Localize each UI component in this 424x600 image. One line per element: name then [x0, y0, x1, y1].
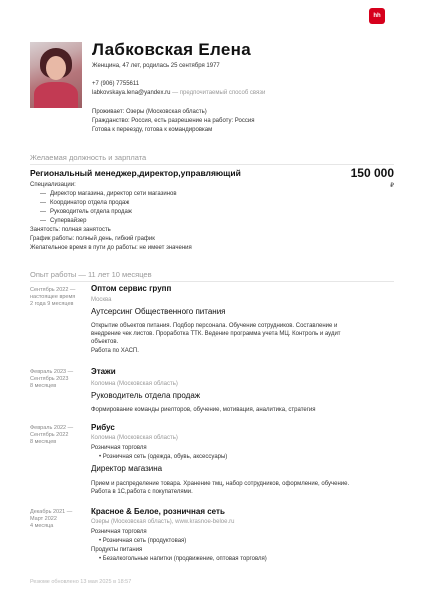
email-link[interactable]: labkovskaya.lena@yandex.ru — [92, 90, 171, 96]
specialization-item: — Руководитель отдела продаж — [40, 209, 132, 215]
job-description: Открытие объектов питания. Подбор персонала. Обучение сотрудников. Составление и внедрение чек листов. Проработка ТТК. Ведение программа учета МЦ. Контроль и аудит объектов. Работа по ХАСП. — [91, 323, 341, 354]
candidate-meta: Женщина, 47 лет, родилась 25 сентября 1977 — [92, 63, 220, 69]
specialization-item: — Супервайзер — [40, 218, 87, 224]
job-description: Формирование команды риелторов, обучение, мотивация, аналитика, стратегия — [91, 407, 316, 413]
specializations-label: Специализации: — [30, 182, 76, 188]
travel-time: Желательное время в пути до работы: не имеет значения — [30, 245, 192, 251]
experience-section-title: Опыт работы — 11 лет 10 месяцев — [30, 270, 152, 279]
job-location: Москва — [91, 297, 112, 303]
candidate-name: Лабковская Елена — [92, 40, 251, 59]
job-description: Прием и распределение товара. Хранение тмц, набор сотрудников, оформление, обучение. Работа в 1С,работа с покупателями. — [91, 481, 350, 496]
job-company: Рибус — [91, 423, 115, 432]
job-position: Руководитель отдела продаж — [91, 391, 201, 400]
phone[interactable]: +7 (906) 7755611 — [92, 81, 140, 87]
citizenship: Гражданство: Россия, есть разрешение на работу: Россия — [92, 118, 255, 124]
job-industry-item: • Безалкогольные напитки (продвижение, оптовая торговля) — [99, 556, 267, 562]
job-location: Коломна (Московская область) — [91, 381, 178, 387]
position-section-title: Желаемая должность и зарплата — [30, 153, 147, 162]
salary: 150 000 — [350, 166, 394, 180]
job-industry-item: • Розничная сеть (продуктовая) — [99, 538, 187, 544]
specialization-item: — Координатор отдела продаж — [40, 200, 130, 206]
hh-logo: hh — [369, 8, 385, 24]
email-note: — предпочитаемый способ связи — [170, 90, 266, 96]
job-industry: Розничная торговля — [91, 445, 147, 451]
job-position: Директор магазина — [91, 464, 163, 473]
employment: Занятость: полная занятость — [30, 227, 111, 233]
relocation: Готова к переезду, готова к командировкам — [92, 127, 213, 133]
schedule: График работы: полный день, гибкий график — [30, 236, 155, 242]
job-company: Красное & Белое, розничная сеть — [91, 507, 225, 516]
job-company: Этажи — [91, 367, 116, 376]
specialization-item: — Директор магазина, директор сети магазинов — [40, 191, 177, 197]
divider — [30, 164, 394, 165]
job-dates: Февраль 2022 — Сентябрь 2022 8 месяцев — [30, 425, 74, 445]
job-position: Аутсерсинг Общественного питания — [91, 307, 226, 316]
job-industry-item: • Розничная сеть (одежда, обувь, аксессуары) — [99, 454, 228, 460]
job-location: Озеры (Московская область), www.krasnoe-beloe.ru — [91, 519, 235, 525]
job-location: Коломна (Московская область) — [91, 435, 178, 441]
job-industry: Розничная торговля — [91, 529, 147, 535]
residence: Проживает: Озеры (Московская область) — [92, 109, 207, 115]
job-company: Оптом сервис групп — [91, 284, 172, 293]
job-dates: Февраль 2023 — Сентябрь 2023 8 месяцев — [30, 369, 74, 389]
email-line — [92, 89, 265, 97]
currency: ₽ — [390, 183, 394, 189]
job-industry: Продукты питания — [91, 547, 143, 553]
divider — [30, 281, 394, 282]
job-dates: Декабрь 2021 — Март 2022 4 месяца — [30, 509, 73, 529]
position-title: Региональный менеджер,директор,управляющий — [30, 168, 241, 178]
footer-updated: Резюме обновлено 13 мая 2025 в 18:57 — [30, 579, 132, 585]
job-dates: Сентябрь 2022 — настоящее время 2 года 9 месяцев — [30, 287, 76, 307]
profile-photo — [30, 42, 82, 108]
